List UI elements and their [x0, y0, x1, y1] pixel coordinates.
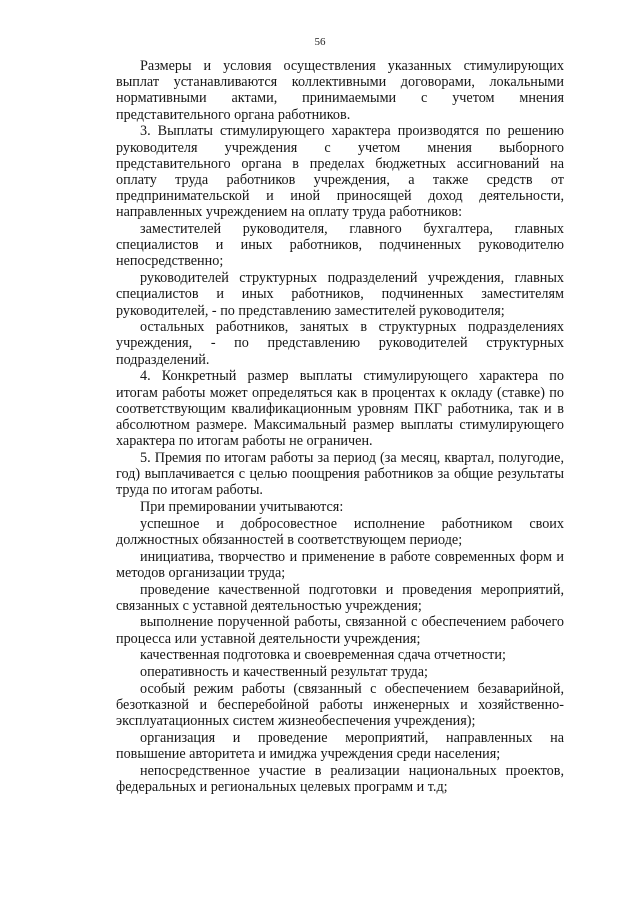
paragraph-criterion: успешное и добросовестное исполнение работником своих должностных обязанностей в соответствующем периоде; [116, 515, 564, 548]
paragraph-department-heads: руководителей структурных подразделений учреждения, главных специалистов и иных работников, подчиненных заместителям руководителей, - по представлению заместителей руководителя; [116, 270, 564, 319]
paragraph-bonus-criteria-intro: При премировании учитываются: [140, 498, 344, 515]
paragraph-criterion: организация и проведение мероприятий, направленных на повышение авторитета и имиджа учреждения среди населения; [116, 729, 564, 763]
paragraph-criterion: особый режим работы (связанный с обеспечением безаварийной, безотказной и бесперебойной работы инженерных и хозяйственно-эксплуатационных систем жизнеобеспечения учреждения); [116, 680, 564, 730]
paragraph-payment-conditions: Размеры и условия осуществления указанных стимулирующих выплат устанавливаются коллективными договорами, локальными нормативными актами, принимаемыми с учетом мнения представительного органа работников. [116, 58, 564, 123]
page-number: 56 [314, 36, 326, 48]
paragraph-other-employees: остальных работников, занятых в структурных подразделениях учреждения, - по представлению руководителей структурных подразделений. [116, 319, 564, 368]
paragraph-section-4: 4. Конкретный размер выплаты стимулирующего характера по итогам работы может определяться как в процентах к окладу (ставке) по соответствующим квалификационным уровням ПКГ работника, так и в абсолютном размере. Максимальный размер выплаты стимулирующего характера по итогам работы не ограничен. [116, 368, 564, 450]
paragraph-section-5: 5. Премия по итогам работы за период (за месяц, квартал, полугодие, год) выплачивается с целью поощрения работников за общие результаты труда по итогам работы. [116, 449, 564, 499]
paragraph-deputies: заместителей руководителя, главного бухгалтера, главных специалистов и иных работников, подчиненных руководителю непосредственно; [116, 221, 564, 270]
paragraph-criterion: инициатива, творчество и применение в работе современных форм и методов организации труда; [116, 548, 564, 581]
paragraph-criterion: оперативность и качественный результат труда; [140, 664, 428, 681]
paragraph-section-3: 3. Выплаты стимулирующего характера производятся по решению руководителя учреждения с учетом мнения выборного представительного органа в пределах бюджетных ассигнований на оплату труда работников учреждения, а также средств от предпринимательской и иной приносящей доход деятельности, направленных учреждением на оплату труда работников: [116, 123, 564, 221]
document-body [116, 58, 564, 796]
paragraph-criterion: проведение качественной подготовки и проведения мероприятий, связанных с уставной деятельностью учреждения; [116, 581, 564, 614]
paragraph-criterion: непосредственное участие в реализации национальных проектов, федеральных и региональных целевых программ и т.д; [116, 762, 564, 795]
paragraph-criterion: выполнение порученной работы, связанной с обеспечением рабочего процесса или уставной деятельности учреждения; [116, 614, 564, 647]
paragraph-criterion: качественная подготовка и своевременная сдача отчетности; [140, 647, 506, 664]
